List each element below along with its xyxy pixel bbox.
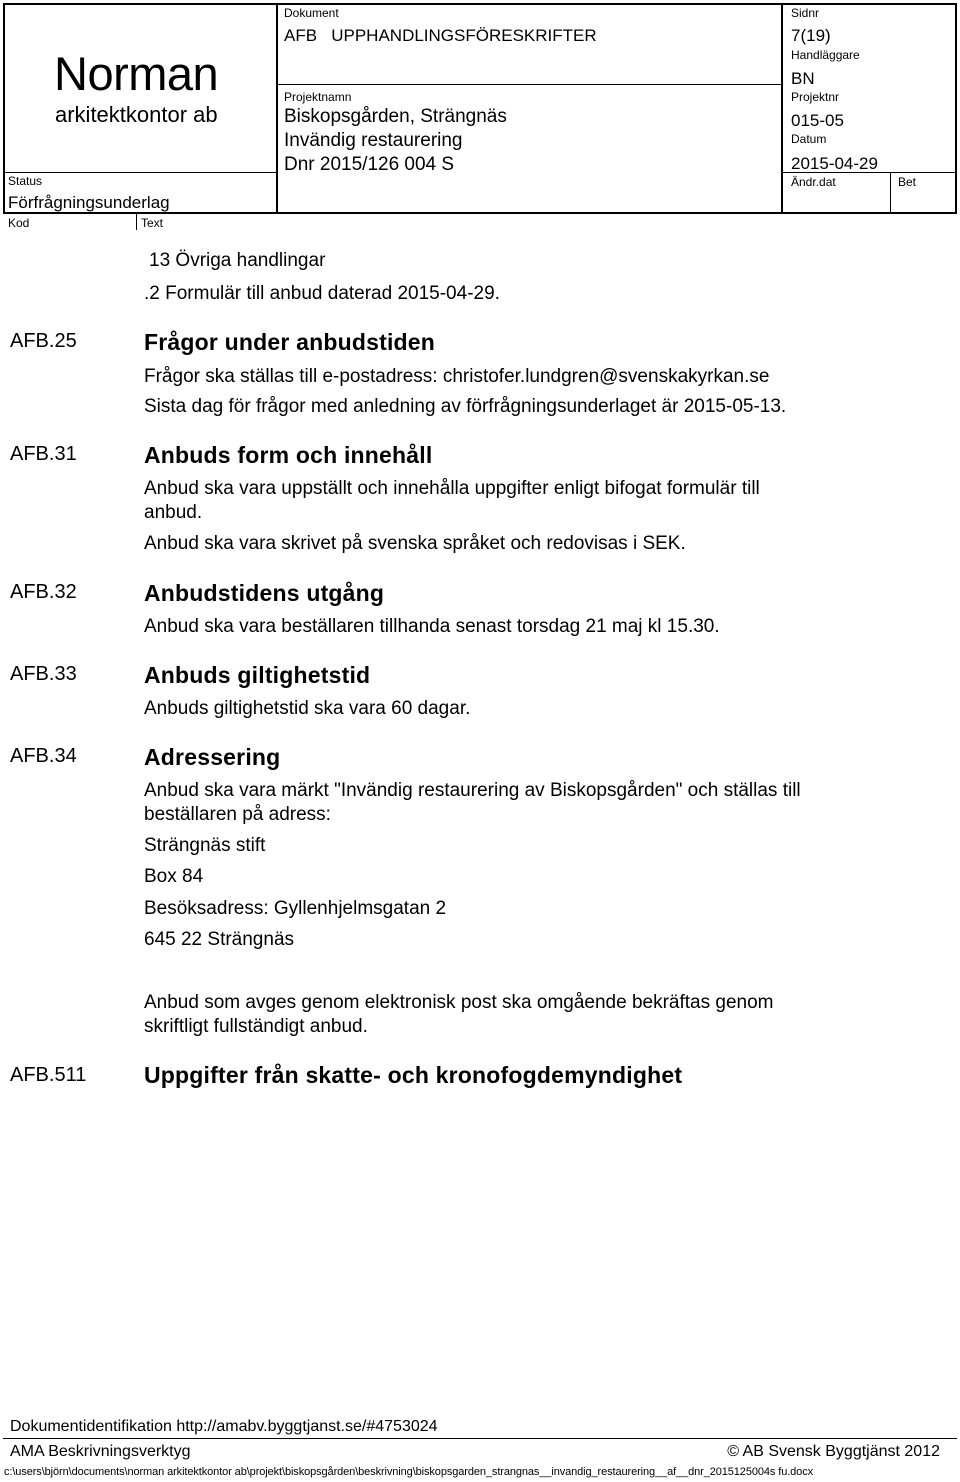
company-logo-name: Norman — [54, 47, 219, 100]
address-line: Strängnäs stift — [144, 835, 266, 856]
header-left-border — [3, 3, 5, 213]
section-code-afb32: AFB.32 — [10, 581, 77, 603]
header-top-border — [3, 3, 957, 5]
address-line: Box 84 — [144, 866, 204, 887]
section-text: skriftligt fullständigt anbud. — [144, 1016, 368, 1037]
header-bet-divider — [890, 172, 891, 213]
text-label: Text — [141, 216, 164, 230]
section-title-afb25: Frågor under anbudstiden — [144, 329, 436, 355]
dokument-value: AFB UPPHANDLINGSFÖRESKRIFTER — [284, 26, 597, 45]
section-text: Anbud ska vara skrivet på svenska språket och redovisas i SEK. — [144, 533, 686, 554]
section-text: Frågor ska ställas till e-postadress: christofer.lundgren@svenskakyrkan.se — [144, 366, 770, 387]
address-line: Besöksadress: Gyllenhjelmsgatan 2 — [144, 898, 447, 919]
datum-value: 2015-04-29 — [791, 154, 878, 173]
section-text: beställaren på adress: — [144, 804, 331, 825]
intro-line-1: 13 Övriga handlingar — [149, 250, 326, 271]
header-hline-doc — [276, 84, 783, 85]
projektnamn-line-1: Biskopsgården, Strängnäs — [284, 106, 507, 127]
section-text: Anbud ska vara beställaren tillhanda senast torsdag 21 maj kl 15.30. — [144, 616, 720, 637]
bet-label: Bet — [898, 175, 917, 189]
handlaggare-label: Handläggare — [791, 48, 860, 62]
footer-rule — [3, 1438, 957, 1439]
section-code-afb31: AFB.31 — [10, 443, 77, 465]
document-header — [0, 0, 960, 236]
section-text: anbud. — [144, 502, 203, 523]
section-text: Anbuds giltighetstid ska vara 60 dagar. — [144, 698, 471, 719]
section-text: Anbud som avges genom elektronisk post ska omgående bekräftas genom — [144, 992, 774, 1013]
status-value: Förfrågningsunderlag — [8, 193, 170, 212]
header-hline-status — [3, 172, 278, 173]
header-right-border — [955, 3, 957, 213]
projektnr-value: 015-05 — [791, 111, 844, 130]
section-code-afb34: AFB.34 — [10, 745, 77, 767]
kod-text-divider — [136, 214, 137, 230]
intro-line-2: .2 Formulär till anbud daterad 2015-04-29. — [144, 283, 500, 304]
status-label: Status — [8, 174, 43, 188]
footer-file-path: c:\users\björn\documents\norman arkitektkontor ab\projekt\biskopsgården\beskrivning\biskopsgarden_strangnas__invandig_restaurering__af__dnr_2015125004s fu.docx — [4, 1466, 814, 1478]
section-title-afb34: Adressering — [144, 744, 281, 770]
section-code-afb33: AFB.33 — [10, 663, 77, 685]
section-title-afb33: Anbuds giltighetstid — [144, 662, 371, 688]
projektnamn-line-2: Invändig restaurering — [284, 130, 463, 151]
footer-doc-id: Dokumentidentifikation http://amabv.byggtjanst.se/#4753024 — [10, 1418, 438, 1435]
projektnr-label: Projektnr — [791, 90, 840, 104]
header-divider-2 — [781, 3, 783, 213]
section-title-afb32: Anbudstidens utgång — [144, 580, 385, 606]
handlaggare-value: BN — [791, 69, 815, 88]
footer-tool: AMA Beskrivningsverktyg — [10, 1443, 191, 1460]
andr-label: Ändr.dat — [791, 175, 836, 189]
projektnamn-line-3: Dnr 2015/126 004 S — [284, 154, 455, 175]
section-text: Anbud ska vara märkt "Invändig restaurering av Biskopsgården" och ställas till — [144, 780, 801, 801]
datum-label: Datum — [791, 132, 827, 146]
projektnamn-label: Projektnamn — [284, 90, 352, 104]
dokument-label: Dokument — [284, 6, 339, 20]
section-text: Anbud ska vara uppställt och innehålla uppgifter enligt bifogat formulär till — [144, 478, 760, 499]
kod-label: Kod — [8, 216, 30, 230]
section-title-afb511: Uppgifter från skatte- och kronofogdemyndighet — [144, 1062, 683, 1088]
sidnr-label: Sidnr — [791, 6, 820, 20]
sidnr-value: 7(19) — [791, 26, 831, 45]
company-logo-sub: arkitektkontor ab — [55, 102, 218, 127]
section-code-afb511: AFB.511 — [10, 1064, 87, 1086]
address-line: 645 22 Strängnäs — [144, 929, 295, 950]
header-divider-1 — [276, 3, 278, 213]
section-code-afb25: AFB.25 — [10, 330, 77, 352]
footer-copyright: © AB Svensk Byggtjänst 2012 — [727, 1443, 940, 1460]
section-title-afb31: Anbuds form och innehåll — [144, 442, 433, 468]
section-text: Sista dag för frågor med anledning av förfrågningsunderlaget är 2015-05-13. — [144, 396, 787, 417]
